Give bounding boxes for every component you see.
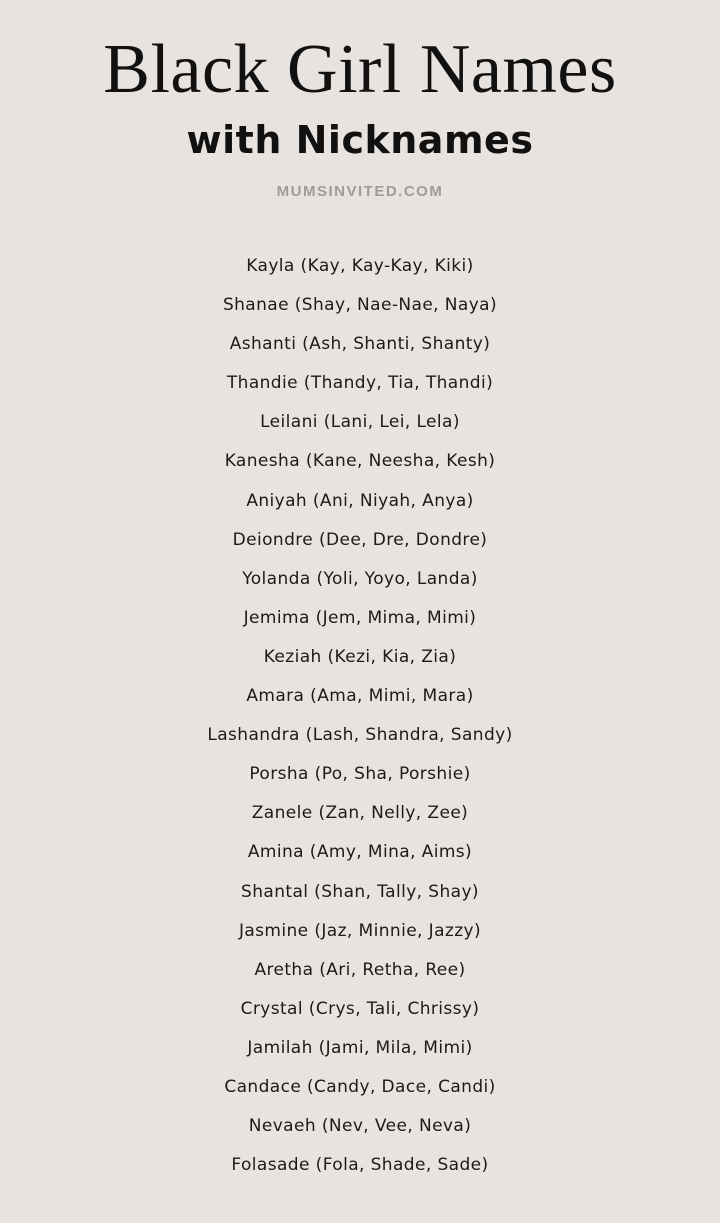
list-item: Kanesha (Kane, Neesha, Kesh) <box>224 451 496 472</box>
list-item: Shanae (Shay, Nae-Nae, Naya) <box>222 295 498 316</box>
list-item: Deiondre (Dee, Dre, Dondre) <box>232 529 488 550</box>
list-item: Jasmine (Jaz, Minnie, Jazzy) <box>238 920 482 941</box>
names-list <box>0 247 720 1185</box>
page-subtitle: with Nicknames <box>186 118 534 162</box>
list-item: Keziah (Kezi, Kia, Zia) <box>263 646 457 667</box>
list-item: Kayla (Kay, Kay-Kay, Kiki) <box>246 256 474 276</box>
list-item: Yolanda (Yoli, Yoyo, Landa) <box>242 568 478 589</box>
list-item: Leilani (Lani, Lei, Lela) <box>260 412 460 433</box>
list-item: Lashandra (Lash, Shandra, Sandy) <box>207 725 513 746</box>
list-item: Crystal (Crys, Tali, Chrissy) <box>240 998 480 1019</box>
list-item: Nevaeh (Nev, Vee, Neva) <box>248 1116 472 1137</box>
list-item: Shantal (Shan, Tally, Shay) <box>241 881 479 902</box>
list-item: Jamilah (Jami, Mila, Mimi) <box>247 1037 473 1058</box>
list-item: Amina (Amy, Mina, Aims) <box>247 842 473 863</box>
list-item: Porsha (Po, Sha, Porshie) <box>249 764 471 785</box>
source-watermark: MUMSINVITED.COM <box>276 183 444 200</box>
list-item: Thandie (Thandy, Tia, Thandi) <box>226 373 494 394</box>
list-item: Jemima (Jem, Mima, Mimi) <box>243 607 477 628</box>
list-item: Ashanti (Ash, Shanti, Shanty) <box>229 334 491 355</box>
list-item: Zanele (Zan, Nelly, Zee) <box>251 803 469 824</box>
list-item: Aniyah (Ani, Niyah, Anya) <box>246 490 474 511</box>
list-item: Folasade (Fola, Shade, Sade) <box>231 1155 489 1176</box>
list-item: Candace (Candy, Dace, Candi) <box>224 1076 496 1097</box>
list-item: Amara (Ama, Mimi, Mara) <box>246 686 474 707</box>
page-title: Black Girl Names <box>103 31 617 108</box>
list-item: Aretha (Ari, Retha, Ree) <box>254 959 466 980</box>
